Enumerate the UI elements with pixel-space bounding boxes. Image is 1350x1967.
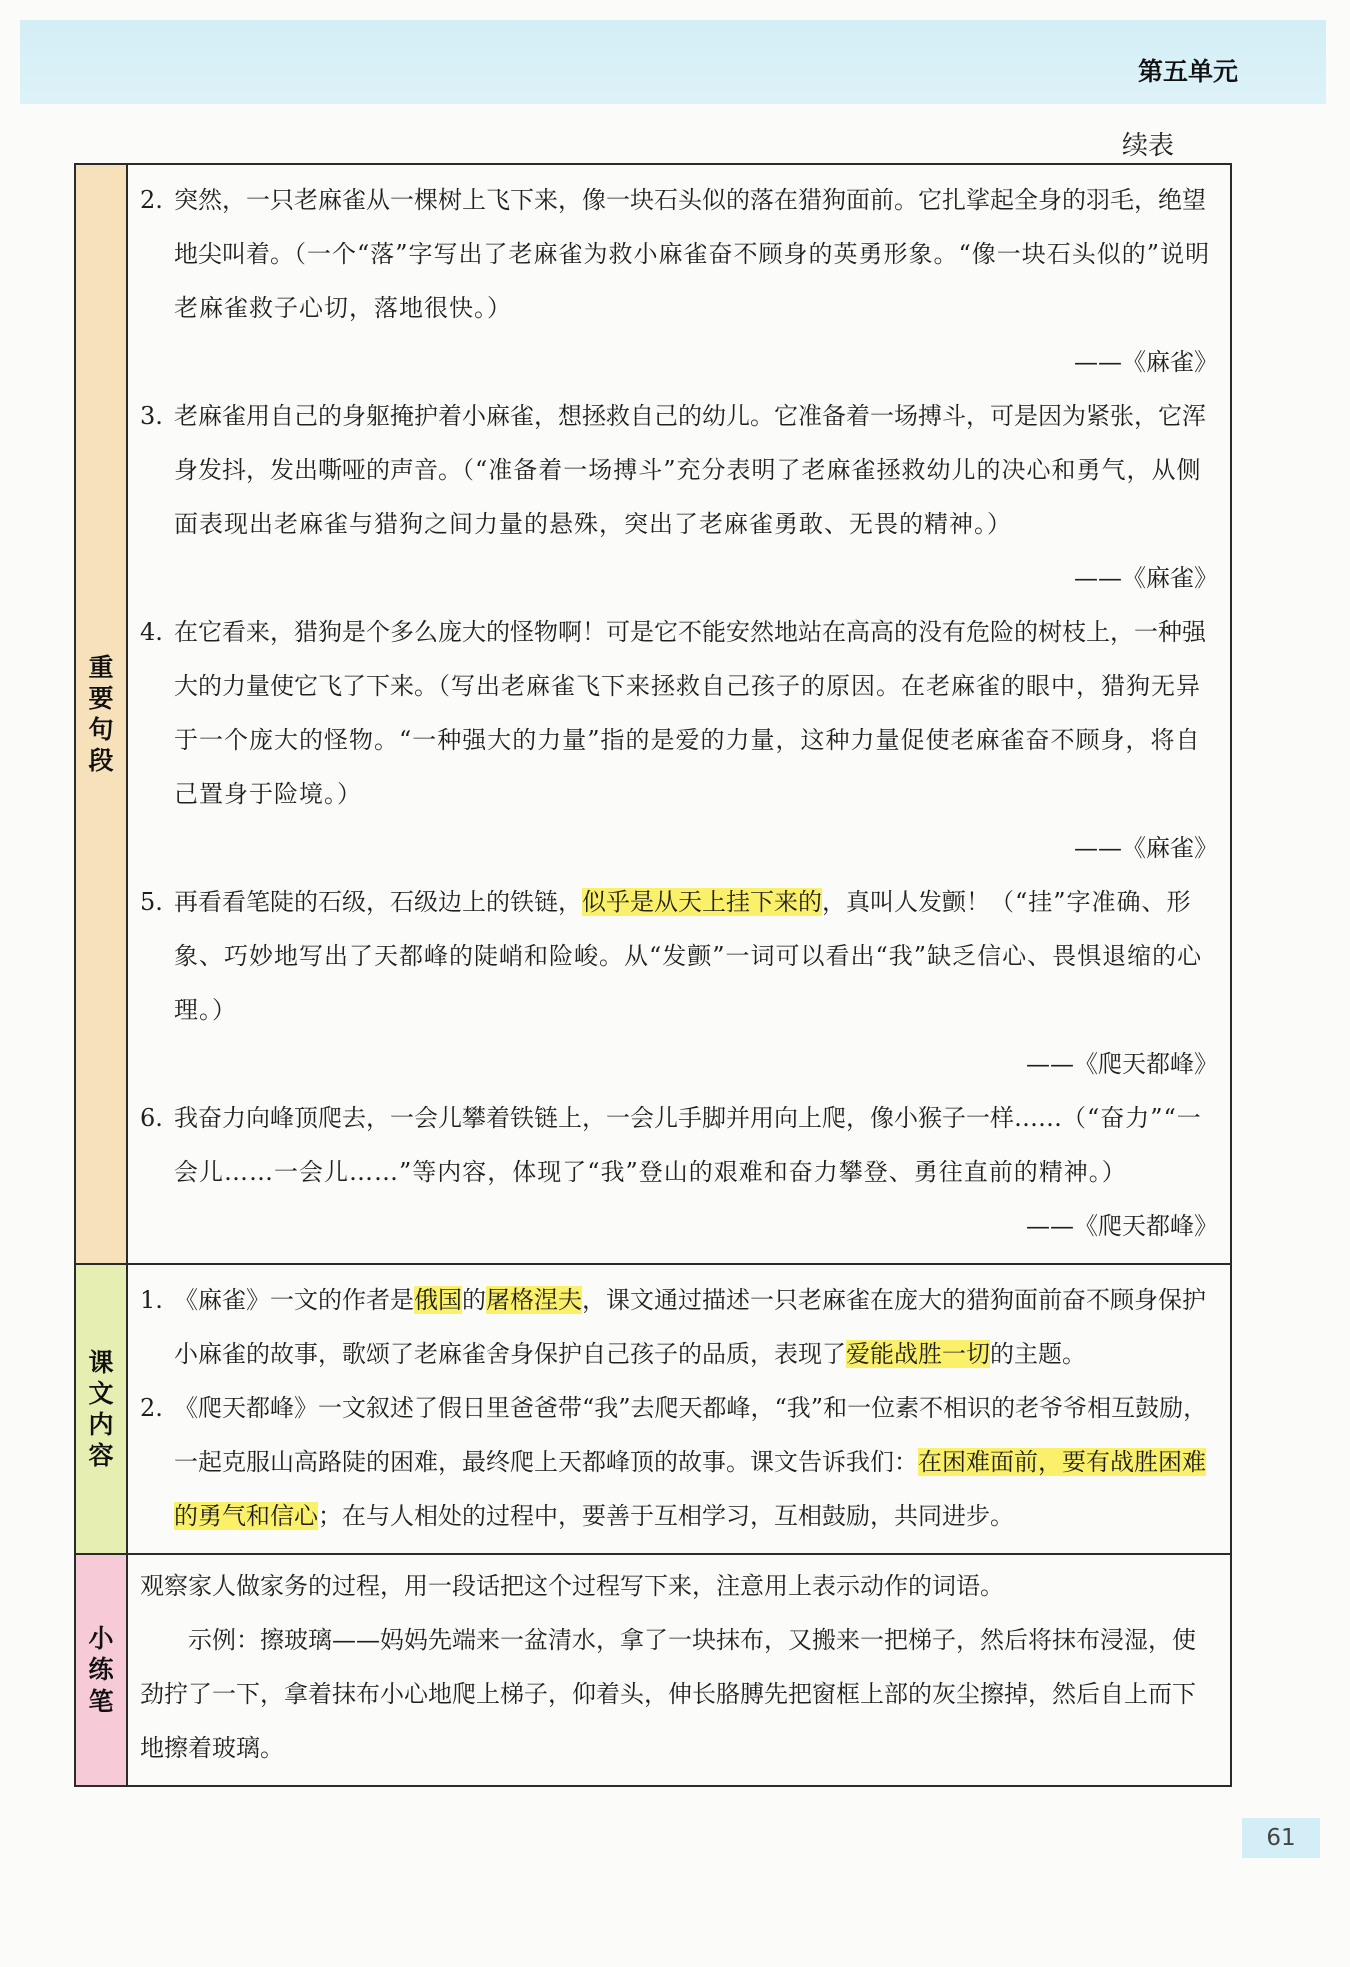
sentence-source: ——《爬天都峰》 <box>1026 1050 1218 1078</box>
sentence-item-5 <box>140 875 1218 1091</box>
content-content <box>127 1264 1231 1554</box>
sentence-text: ，真叫人发颤！ <box>822 888 990 916</box>
sentence-note: （“奋力”“一会儿……一会儿……”等内容，体现了“我”登山的艰难和奋力攀登、勇往直前的精神。） <box>174 1104 1202 1186</box>
summary-table <box>74 163 1232 1787</box>
sentences-label-cell <box>75 164 127 1264</box>
content-text: 《爬天都峰》一文叙述了假日里爸爸带“我”去爬天都峰，“我”和一位素不相识的老爷爷相互鼓励，一起克服山高路陡的困难，最终爬上天都峰顶的故事。课文告诉我们： <box>174 1394 1208 1476</box>
highlighted-phrase: 屠格涅夫 <box>486 1286 582 1314</box>
sentence-source: ——《麻雀》 <box>1074 834 1218 862</box>
content-text: 的 <box>462 1286 486 1314</box>
highlighted-phrase: 俄国 <box>414 1286 462 1314</box>
item-number: 2. <box>140 1394 163 1422</box>
sentence-item-6 <box>140 1091 1218 1253</box>
continued-label: 续表 <box>1121 131 1174 161</box>
content-text: 《麻雀》一文的作者是 <box>174 1286 414 1314</box>
content-row <box>75 1264 1231 1554</box>
highlighted-phrase: 似乎是从天上挂下来的 <box>582 888 822 916</box>
practice-content <box>127 1554 1231 1786</box>
content-item-1 <box>140 1273 1218 1381</box>
sentence-item-4 <box>140 605 1218 875</box>
sentence-text: 老麻雀用自己的身躯掩护着小麻雀，想拯救自己的幼儿。它准备着一场搏斗，可是因为紧张，它浑身发抖，发出嘶哑的声音。 <box>174 402 1206 484</box>
sentence-source: ——《麻雀》 <box>1074 348 1218 376</box>
highlighted-phrase: 在困难面前，要有战胜困难的勇气和信心 <box>174 1448 1206 1530</box>
sentence-text: 在它看来，猎狗是个多么庞大的怪物啊！可是它不能安然地站在高高的没有危险的树枝上，一种强大的力量使它飞了下来。 <box>174 618 1206 700</box>
practice-prompt: 观察家人做家务的过程，用一段话把这个过程写下来，注意用上表示动作的词语。 <box>140 1572 1004 1600</box>
practice-label: 小练笔 <box>88 1624 114 1716</box>
content-item-2 <box>140 1381 1218 1543</box>
sentence-text: 再看看笔陡的石级，石级边上的铁链， <box>174 888 582 916</box>
sentence-text: 我奋力向峰顶爬去，一会儿攀着铁链上，一会儿手脚并用向上爬，像小猴子一样…… <box>174 1104 1062 1132</box>
item-number: 4. <box>140 618 163 646</box>
unit-title: 第五单元 <box>1137 57 1238 86</box>
content-text: 的主题。 <box>990 1340 1086 1368</box>
sentences-row <box>75 164 1231 1264</box>
item-number: 2. <box>140 186 163 214</box>
item-number: 3. <box>140 402 163 430</box>
item-number: 5. <box>140 888 163 916</box>
header-band <box>20 20 1326 104</box>
sentence-note: （“准备着一场搏斗”充分表明了老麻雀拯救幼儿的决心和勇气，从侧面表现出老麻雀与猎狗之间力量的悬殊，突出了老麻雀勇敢、无畏的精神。） <box>174 456 1202 538</box>
sentence-text: 突然，一只老麻雀从一棵树上飞下来，像一块石头似的落在猎狗面前。它扎挲起全身的羽毛，绝望地尖叫着。 <box>174 186 1206 268</box>
content-text: ，课文通过描述一只老麻雀在庞大的猎狗面前奋不顾身保护小麻雀的故事，歌颂了老麻雀舍身保护自己孩子的品质，表现了 <box>174 1286 1206 1368</box>
item-number: 6. <box>140 1104 163 1132</box>
content-label: 课文内容 <box>88 1347 114 1471</box>
sentence-item-2 <box>140 173 1218 389</box>
sentences-label: 重要句段 <box>88 652 114 776</box>
sentence-note: （一个“落”字写出了老麻雀为救小麻雀奋不顾身的英勇形象。“像一块石头似的”说明老麻雀救子心切，落地很快。） <box>174 240 1211 322</box>
sentence-source: ——《爬天都峰》 <box>1026 1212 1218 1240</box>
sentence-item-3 <box>140 389 1218 605</box>
content-label-cell <box>75 1264 127 1554</box>
sentence-note: （写出老麻雀飞下来拯救自己孩子的原因。在老麻雀的眼中，猎狗无异于一个庞大的怪物。“一种强大的力量”指的是爱的力量，这种力量促使老麻雀奋不顾身，将自己置身于险境。） <box>174 672 1201 808</box>
page-number: 61 <box>1242 1818 1320 1858</box>
item-number: 1. <box>140 1286 163 1314</box>
content-text: ；在与人相处的过程中，要善于互相学习，互相鼓励，共同进步。 <box>318 1502 1014 1530</box>
highlighted-phrase: 爱能战胜一切 <box>846 1340 990 1368</box>
practice-example: 示例：擦玻璃——妈妈先端来一盆清水，拿了一块抹布，又搬来一把梯子，然后将抹布浸湿，使劲拧了一下，拿着抹布小心地爬上梯子，仰着头，伸长胳膊先把窗框上部的灰尘擦掉，然后自上而下地擦着玻璃。 <box>140 1626 1196 1762</box>
sentence-note: （“挂”字准确、形象、巧妙地写出了天都峰的陡峭和险峻。从“发颤”一词可以看出“我”缺乏信心、畏惧退缩的心理。） <box>174 888 1203 1024</box>
sentences-content <box>127 164 1231 1264</box>
sentence-source: ——《麻雀》 <box>1074 564 1218 592</box>
practice-row <box>75 1554 1231 1786</box>
practice-label-cell <box>75 1554 127 1786</box>
